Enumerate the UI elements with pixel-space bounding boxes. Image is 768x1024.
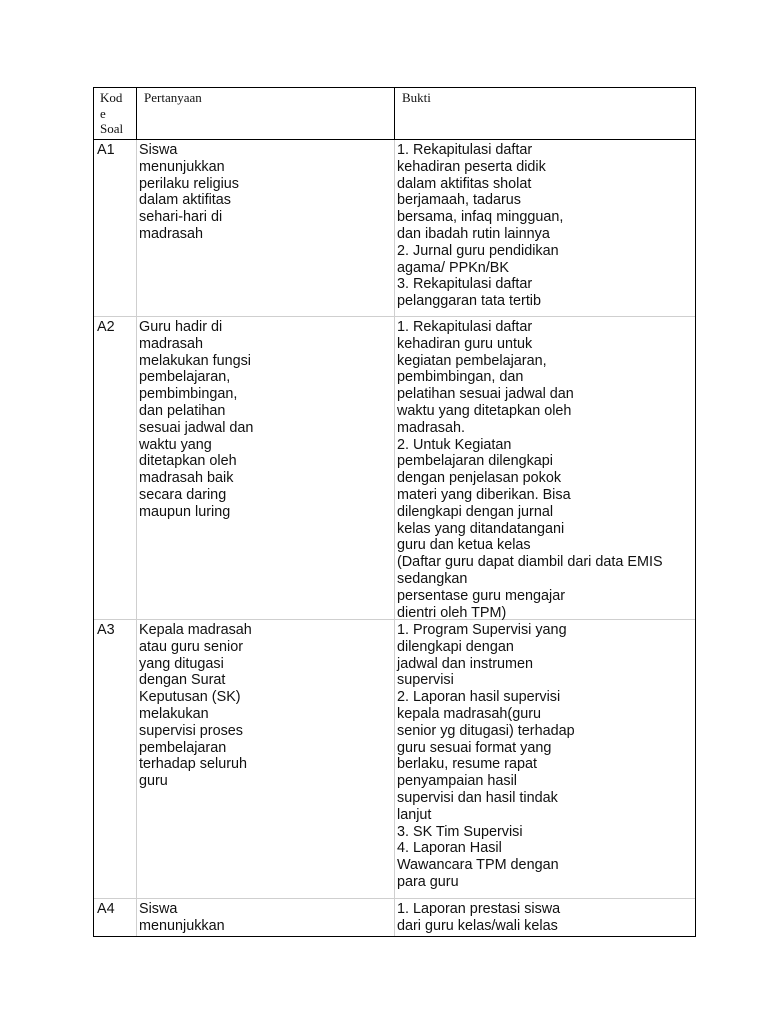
- row-bukti: [394, 899, 695, 936]
- header-kode-line: Soal: [100, 121, 124, 136]
- cell-line: kehadiran guru untuk: [397, 335, 533, 352]
- cell-line: dari guru kelas/wali kelas: [397, 917, 558, 934]
- cell-line: berjamaah, tadarus: [397, 192, 521, 209]
- cell-line: dilengkapi dengan jurnal: [397, 503, 554, 520]
- cell-line: bersama, infaq mingguan,: [397, 209, 564, 226]
- cell-line: maupun luring: [139, 503, 231, 520]
- cell-line: 1. Laporan prestasi siswa: [397, 901, 561, 917]
- cell-line: supervisi proses: [139, 722, 243, 739]
- cell-line: lanjut: [397, 806, 432, 823]
- cell-line: agama/ PPKn/BK: [397, 259, 509, 276]
- cell-line: melakukan fungsi: [139, 352, 251, 369]
- cell-line: dalam aktifitas sholat: [397, 175, 532, 192]
- header-pertanyaan: Pertanyaan: [136, 88, 394, 139]
- row-kode: [94, 899, 136, 936]
- cell-line: secara daring: [139, 486, 227, 503]
- cell-line: pelatihan sesuai jadwal dan: [397, 386, 574, 403]
- cell-line: waktu yang ditetapkan oleh: [397, 402, 572, 419]
- cell-line: atau guru senior: [139, 638, 244, 655]
- cell-line: berlaku, resume rapat: [397, 756, 537, 773]
- cell-line: A1: [97, 142, 115, 158]
- cell-line: para guru: [397, 873, 459, 890]
- cell-line: kepala madrasah(guru: [397, 705, 541, 722]
- cell-line: sesuai jadwal dan: [139, 419, 254, 436]
- table-row: [94, 899, 695, 936]
- cell-line: penyampaian hasil: [397, 773, 518, 790]
- cell-line: senior yg ditugasi) terhadap: [397, 722, 575, 739]
- cell-line: 4. Laporan Hasil: [397, 840, 502, 857]
- cell-line: 3. Rekapitulasi daftar: [397, 276, 533, 293]
- cell-line: pembelajaran,: [139, 369, 231, 386]
- cell-line: madrasah: [139, 225, 203, 242]
- header-bukti: Bukti: [394, 88, 695, 139]
- cell-line: 1. Program Supervisi yang: [397, 622, 567, 638]
- cell-line: waktu yang: [139, 436, 212, 453]
- cell-line: pembimbingan,: [139, 386, 238, 403]
- cell-line: jadwal dan instrumen: [397, 655, 533, 672]
- row-pertanyaan: [136, 317, 394, 619]
- cell-line: kehadiran peserta didik: [397, 158, 546, 175]
- cell-line: 3. SK Tim Supervisi: [397, 823, 523, 840]
- row-pertanyaan: [136, 899, 394, 936]
- cell-line: materi yang diberikan. Bisa: [397, 486, 571, 503]
- cell-line: A3: [97, 622, 115, 638]
- cell-line: pembimbingan, dan: [397, 369, 524, 386]
- row-bukti: [394, 140, 695, 316]
- cell-line: melakukan: [139, 705, 209, 722]
- cell-line: Wawancara TPM dengan: [397, 857, 559, 874]
- cell-line: dan pelatihan: [139, 402, 226, 419]
- header-kode-soal: [94, 88, 136, 139]
- header-kode-line: e: [100, 105, 106, 121]
- cell-line: (Daftar guru dapat diambil dari data EMIS: [397, 554, 663, 571]
- cell-line: kegiatan pembelajaran,: [397, 352, 547, 369]
- cell-line: A4: [97, 901, 115, 917]
- cell-line: perilaku religius: [139, 175, 239, 192]
- cell-line: Siswa: [139, 901, 178, 917]
- table-row: [94, 317, 695, 620]
- cell-line: dientri oleh TPM): [397, 604, 507, 621]
- cell-line: supervisi dan hasil tindak: [397, 789, 558, 806]
- row-bukti: [394, 620, 695, 898]
- cell-line: terhadap seluruh: [139, 756, 248, 773]
- row-pertanyaan: [136, 140, 394, 316]
- cell-line: dan ibadah rutin lainnya: [397, 225, 550, 242]
- cell-line: pembelajaran dilengkapi: [397, 453, 554, 470]
- cell-line: 1. Rekapitulasi daftar: [397, 319, 533, 335]
- table-header-row: [94, 88, 695, 140]
- cell-line: madrasah: [139, 335, 203, 352]
- cell-line: madrasah.: [397, 419, 465, 436]
- cell-line: 2. Jurnal guru pendidikan: [397, 242, 559, 259]
- row-kode: [94, 620, 136, 898]
- assessment-table: [93, 87, 696, 937]
- cell-line: persentase guru mengajar: [397, 587, 565, 604]
- cell-line: kelas yang ditandatangani: [397, 520, 565, 537]
- header-kode-line: Kod: [100, 90, 123, 105]
- table-row: [94, 140, 695, 317]
- row-kode: [94, 140, 136, 316]
- cell-line: pembelajaran: [139, 739, 227, 756]
- cell-line: 2. Untuk Kegiatan: [397, 436, 512, 453]
- cell-line: madrasah baik: [139, 470, 234, 487]
- cell-line: A2: [97, 319, 115, 335]
- cell-line: guru sesuai format yang: [397, 739, 552, 756]
- row-kode: [94, 317, 136, 619]
- cell-line: menunjukkan: [139, 917, 225, 934]
- cell-line: ditetapkan oleh: [139, 453, 237, 470]
- cell-line: sedangkan: [397, 570, 468, 587]
- cell-line: sehari-hari di: [139, 209, 223, 226]
- cell-line: yang ditugasi: [139, 655, 224, 672]
- row-bukti: [394, 317, 695, 619]
- row-pertanyaan: [136, 620, 394, 898]
- cell-line: 1. Rekapitulasi daftar: [397, 142, 533, 158]
- cell-line: 2. Laporan hasil supervisi: [397, 689, 561, 706]
- cell-line: supervisi: [397, 672, 454, 689]
- cell-line: dengan penjelasan pokok: [397, 470, 562, 487]
- cell-line: Guru hadir di: [139, 319, 223, 335]
- cell-line: Kepala madrasah: [139, 622, 252, 638]
- cell-line: dengan Surat: [139, 672, 226, 689]
- table-row: [94, 620, 695, 899]
- cell-line: guru dan ketua kelas: [397, 537, 531, 554]
- cell-line: menunjukkan: [139, 158, 225, 175]
- cell-line: Siswa: [139, 142, 178, 158]
- cell-line: Keputusan (SK): [139, 689, 241, 706]
- cell-line: pelanggaran tata tertib: [397, 293, 542, 310]
- cell-line: dalam aktifitas: [139, 192, 231, 209]
- cell-line: dilengkapi dengan: [397, 638, 514, 655]
- cell-line: guru: [139, 773, 168, 790]
